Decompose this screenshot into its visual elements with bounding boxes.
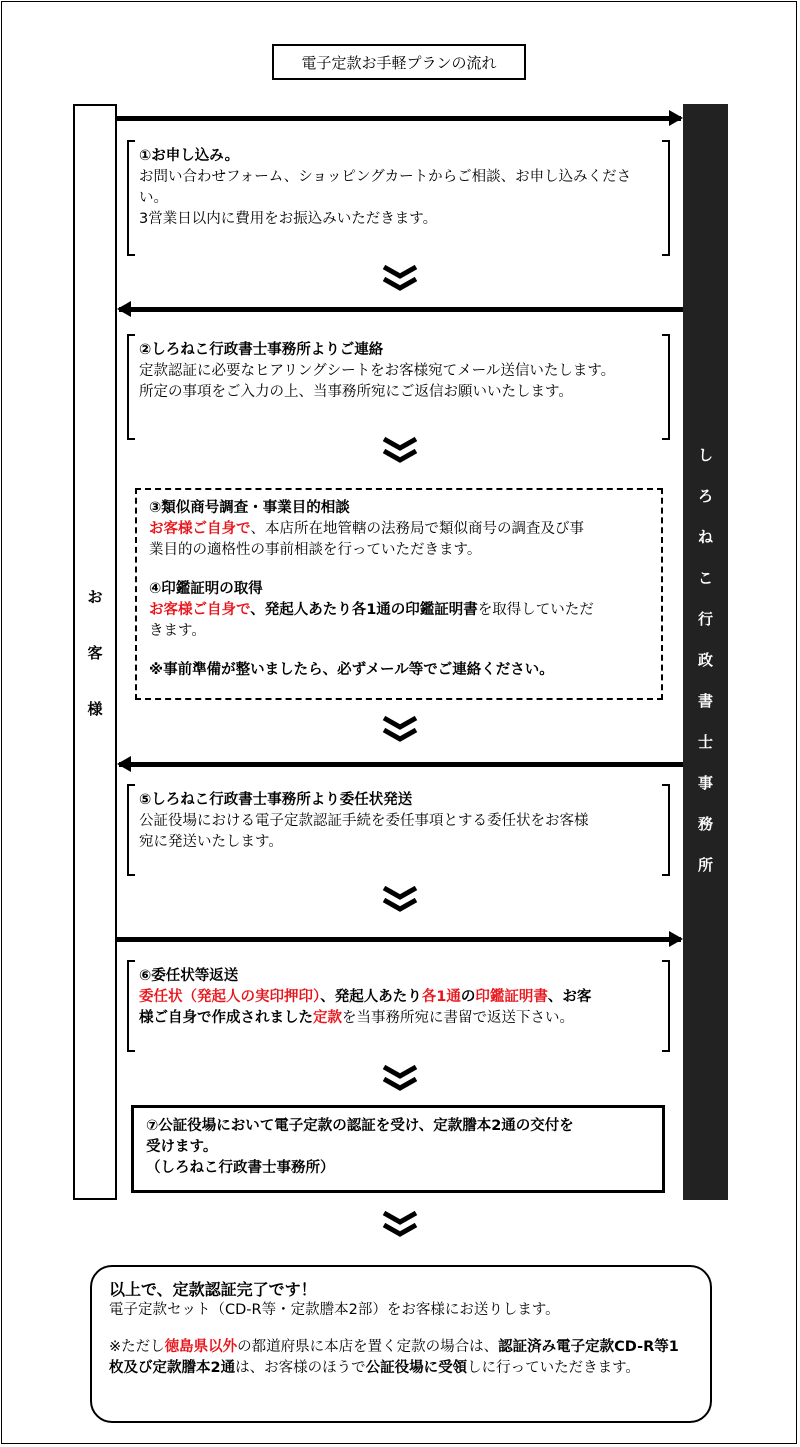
step-7-line: （しろねこ行政書士事務所） — [146, 1160, 335, 1176]
office-label-char: ね — [697, 528, 713, 546]
step-6-text: 、発起人あたり — [320, 989, 422, 1005]
note-emphasis: 徳島県以外 — [164, 1339, 238, 1355]
customer-column — [73, 104, 117, 1200]
step-5-line: 宛に発送いたします。 — [139, 834, 283, 850]
step-3-heading: ③類似商号調査・事業目的相談 — [149, 500, 350, 516]
step-4-note: ※事前準備が整いましたら、必ずメール等でご連絡ください。 — [149, 662, 554, 678]
customer-label-char: 様 — [87, 700, 103, 718]
step-2-line: 定款認証に必要なヒアリングシートをお客様宛てメール送信いたします。 — [139, 363, 616, 379]
step-3-emphasis: お客様ご自身で — [149, 521, 251, 537]
step-1-line: お問い合わせフォーム、ショッピングカートからご相談、お申し込みくださ — [139, 169, 632, 185]
step-4-line: きます。 — [149, 623, 206, 639]
step-4-line: を取得していただ — [477, 602, 594, 618]
step-3-line: 業目的の適格性の事前相談を行っていただきます。 — [149, 542, 482, 558]
title-text: 電子定款お手軽プランの流れ — [301, 53, 497, 72]
office-label-char: 所 — [697, 856, 713, 874]
arrow-to-office — [117, 937, 681, 942]
step-6-emphasis: 各1通 — [421, 989, 461, 1005]
step-6 — [127, 960, 670, 1052]
step-6-emphasis: 委任状（発起人の実印押印） — [139, 989, 321, 1005]
step-4-body — [149, 600, 651, 621]
step-2-heading: ②しろねこ行政書士事務所よりご連絡 — [139, 342, 384, 358]
step-7-line: ⑦公証役場において電子定款の認証を受け、定款謄本2通の交付を — [146, 1118, 574, 1134]
note-text: しに行っていただきます。 — [467, 1360, 640, 1376]
step-6-text: 様ご自身で作成されました — [139, 1010, 313, 1026]
step-6-text: の — [460, 989, 476, 1005]
step-1 — [127, 140, 670, 256]
step-4-emphasis: お客様ご自身で — [149, 602, 251, 618]
note-bold: 公証役場に受領 — [365, 1360, 468, 1376]
office-column — [683, 104, 728, 1200]
chevron-down-icon — [380, 264, 420, 294]
arrow-to-customer — [119, 307, 683, 312]
step-5-heading: ⑤しろねこ行政書士事務所より委任状発送 — [139, 792, 413, 808]
step-4-bold: 、発起人あたり各1通の印鑑証明書 — [250, 602, 478, 618]
note-text: の都道府県に本店を置く定款の場合は、 — [237, 1339, 499, 1355]
office-label-char: ろ — [697, 487, 713, 505]
chevron-down-icon — [380, 1064, 420, 1094]
chevron-down-icon — [380, 885, 420, 915]
note-text: ※ただし — [109, 1339, 165, 1355]
office-label-char: 士 — [697, 733, 713, 751]
step-6-text: 、お客 — [547, 989, 592, 1005]
step-4-heading: ④印鑑証明の取得 — [149, 581, 263, 597]
step-6-heading: ⑥委任状等返送 — [139, 968, 239, 984]
step-1-line: 3営業日以内に費用をお振込みいただきます。 — [139, 211, 438, 227]
completion-heading: 以上で、定款認証完了です！ — [109, 1280, 317, 1299]
diagram-title — [272, 44, 526, 80]
office-label-char: 政 — [697, 651, 713, 669]
note-bold: 認証済み電子定款CD-R等1 — [498, 1339, 679, 1355]
office-label-char: 務 — [697, 815, 713, 833]
step-2-line: 所定の事項をご入力の上、当事務所宛にご返信お願いいたします。 — [139, 384, 573, 400]
preparation-box — [135, 488, 663, 700]
customer-label-char: お — [87, 588, 103, 606]
office-label-char: こ — [697, 569, 713, 587]
step-7 — [131, 1105, 665, 1193]
step-6-text: を当事務所宛に書留で返送下さい。 — [342, 1010, 574, 1026]
step-1-line: い。 — [139, 190, 168, 206]
office-label-char: 書 — [697, 692, 713, 710]
note-bold: 枚及び定款謄本2通 — [109, 1360, 236, 1376]
arrow-to-office — [117, 116, 681, 121]
completion-line: 電子定款セット（CD-R等・定款謄本2部）をお客様にお送りします。 — [109, 1302, 560, 1318]
step-2 — [127, 334, 670, 440]
chevron-down-icon — [380, 436, 420, 466]
office-label-char: し — [697, 446, 713, 464]
step-6-emphasis: 定款 — [313, 1010, 342, 1026]
step-1-heading: ①お申し込み。 — [139, 148, 240, 164]
step-6-emphasis: 印鑑証明書 — [475, 989, 548, 1005]
completion-note — [109, 1358, 696, 1379]
note-text: は、お客様のほうで — [235, 1360, 366, 1376]
office-label-char: 行 — [697, 610, 713, 628]
customer-label-char: 客 — [87, 644, 103, 662]
arrow-to-customer — [119, 762, 683, 767]
step-7-line: 受けます。 — [146, 1139, 218, 1155]
step-3-line: 、本店所在地管轄の法務局で類似商号の調査及び事 — [250, 521, 584, 537]
step-5-line: 公証役場における電子定款認証手続を委任事項とする委任状をお客様 — [139, 813, 589, 829]
chevron-down-icon — [380, 1210, 420, 1240]
chevron-down-icon — [380, 715, 420, 745]
completion-box — [90, 1265, 712, 1423]
step-3-body — [149, 519, 651, 540]
step-5 — [127, 784, 670, 876]
office-label-char: 事 — [697, 774, 713, 792]
completion-note — [109, 1337, 696, 1358]
step-6-body — [139, 1008, 656, 1029]
step-6-body — [139, 987, 656, 1008]
